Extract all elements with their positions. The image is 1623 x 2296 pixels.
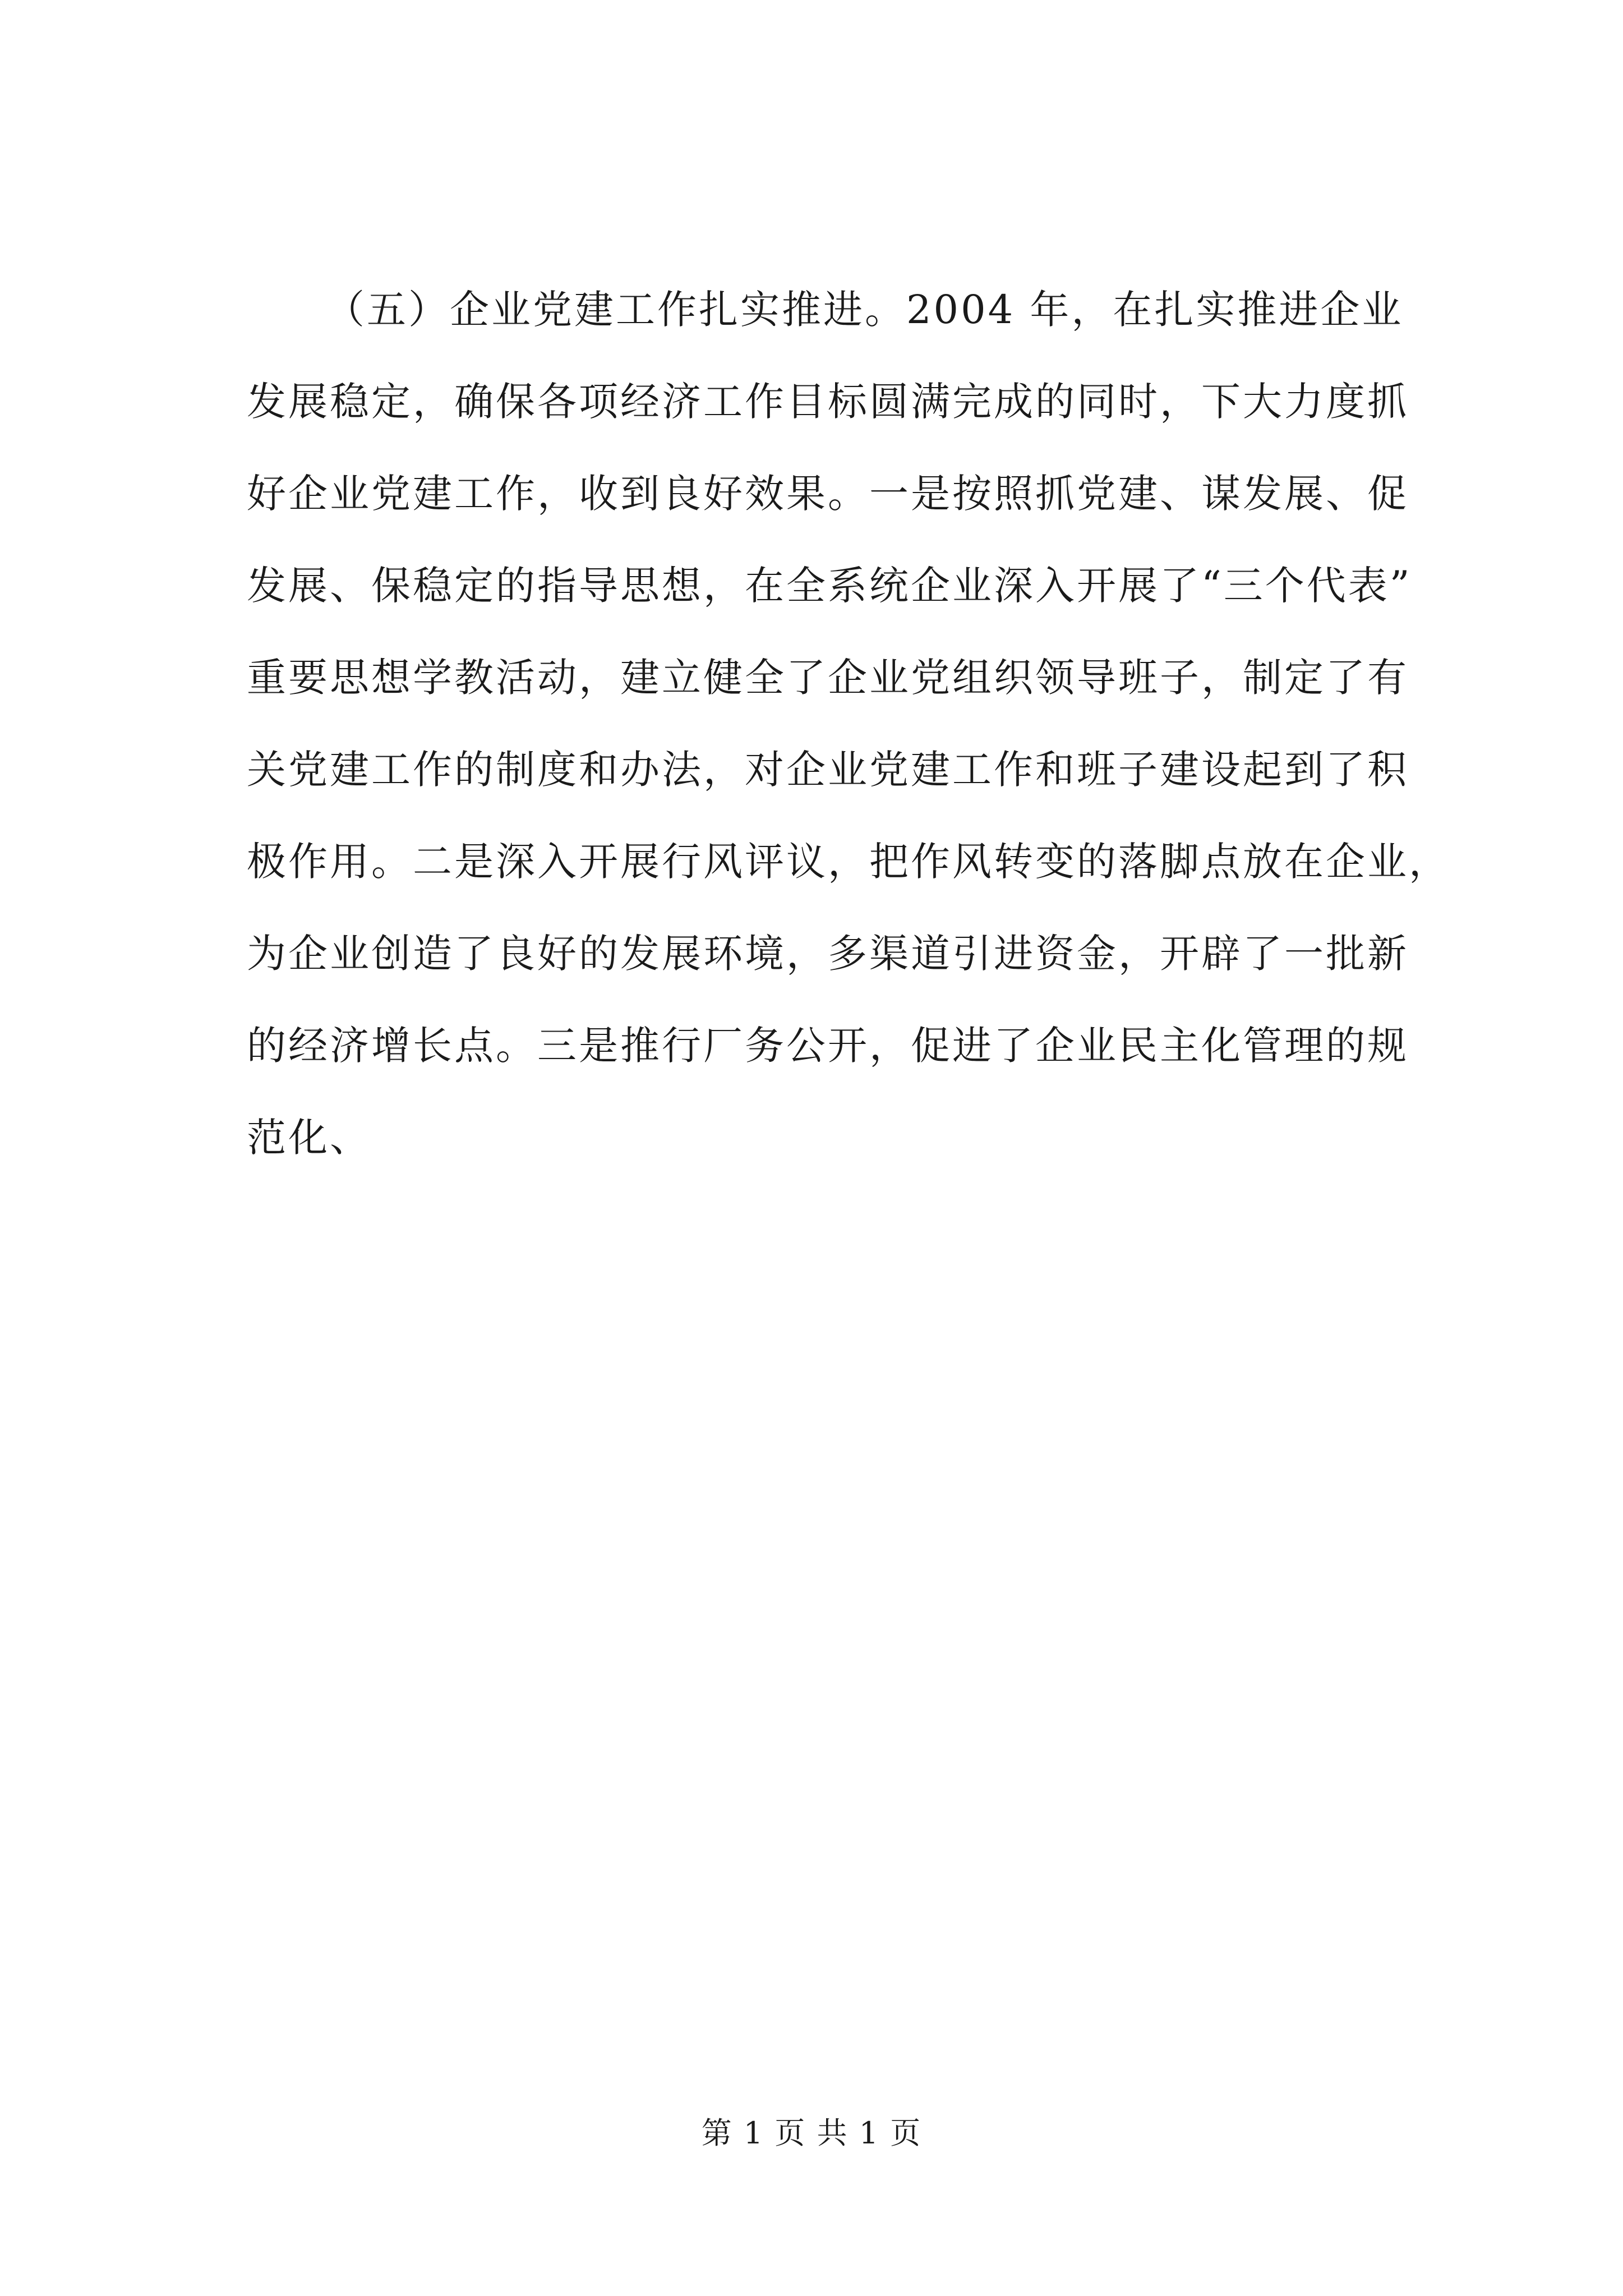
paragraph-line: 关党建工作的制度和办法，对企业党建工作和班子建设起到了积 xyxy=(247,747,1409,793)
paragraph-line: 为企业创造了良好的发展环境，多渠道引进资金，开辟了一批新 xyxy=(247,931,1409,977)
paragraph-line: 的经济增长点。三是推行厂务公开，促进了企业民主化管理的规 xyxy=(247,1023,1409,1069)
page-footer: 第 1 页 共 1 页 xyxy=(701,2115,922,2151)
paragraph-line: 发展、保稳定的指导思想，在全系统企业深入开展了“三个代表” xyxy=(247,563,1412,609)
paragraph-line: 范化、 xyxy=(247,1115,371,1161)
paragraph-line: 好企业党建工作，收到良好效果。一是按照抓党建、谋发展、促 xyxy=(247,471,1409,517)
paragraph-line: 极作用。二是深入开展行风评议，把作风转变的落脚点放在企业， xyxy=(247,839,1450,885)
paragraph-line: 重要思想学教活动，建立健全了企业党组织领导班子，制定了有 xyxy=(247,655,1409,701)
body-paragraph xyxy=(247,264,1450,1184)
paragraph-line: 发展稳定，确保各项经济工作目标圆满完成的同时，下大力度抓 xyxy=(247,379,1409,425)
paragraph-line: （五）企业党建工作扎实推进。2004 年，在扎实推进企业 xyxy=(325,287,1404,333)
